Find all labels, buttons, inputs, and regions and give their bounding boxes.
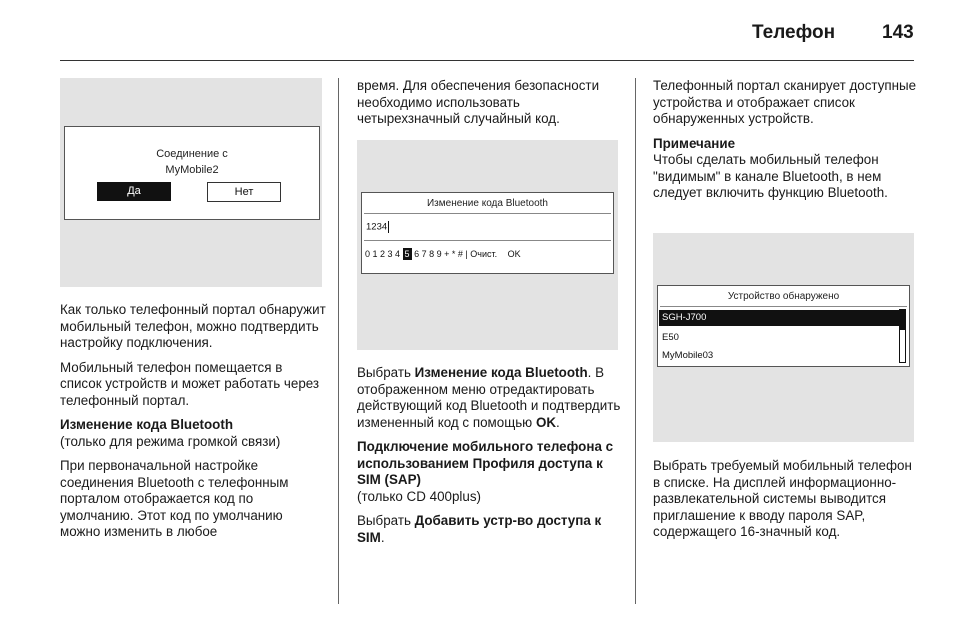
- paragraph: При первоначальной настройке соединения Bluetooth с телефонным порталом отображается код по умолчанию. Этот код по умолчанию можно изменить в любое: [60, 458, 289, 539]
- connection-dialog: [64, 126, 320, 220]
- screen-divider: [364, 213, 611, 214]
- column-3-top-text: [653, 78, 919, 210]
- screen-divider: [660, 306, 907, 307]
- paragraph: Телефонный портал сканирует доступные устройства и отображает список обнаруженных устройств.: [653, 78, 917, 126]
- column-divider-1: [338, 78, 339, 604]
- code-input[interactable]: 1234: [366, 221, 388, 233]
- no-button[interactable]: Нет: [207, 182, 281, 202]
- connection-dialog-screenshot: [60, 78, 322, 287]
- column-2-text: [357, 365, 623, 554]
- device-list-item[interactable]: E50: [662, 332, 679, 343]
- text-cursor: [388, 221, 389, 233]
- column-divider-2: [635, 78, 636, 604]
- keypad-digits[interactable]: 0 1 2 3 4: [365, 249, 401, 259]
- keypad-digits[interactable]: 6 7 8 9 + * #: [414, 249, 463, 259]
- section-note: (только для режима громкой связи): [60, 433, 281, 449]
- device-found-screen: [657, 285, 910, 367]
- paragraph: Мобильный телефон помещается в список устройств и может работать через телефонный портал.: [60, 359, 320, 408]
- paragraph: Выбрать Изменение кода Bluetooth. В отображенном меню отредактировать действующий код Bluetooth и подтвердить измененный код с помощью OK.: [357, 365, 621, 430]
- section-heading: Изменение кода Bluetooth: [60, 417, 233, 432]
- bluetooth-code-screenshot: [357, 140, 618, 350]
- screen-divider: [364, 240, 611, 241]
- dialog-line-1: Соединение с: [156, 148, 228, 160]
- yes-button[interactable]: Да: [97, 182, 171, 201]
- scrollbar[interactable]: [899, 309, 906, 363]
- column-2-top-text: [357, 78, 623, 136]
- note-heading: Примечание: [653, 135, 736, 151]
- device-list-item[interactable]: MyMobile03: [662, 350, 714, 361]
- column-1-text: [60, 302, 326, 549]
- ok-key[interactable]: OK: [507, 249, 521, 259]
- screen-title: Устройство обнаружено: [727, 291, 840, 302]
- column-3-text: [653, 458, 919, 549]
- device-list-item-selected[interactable]: SGH-J700: [659, 310, 901, 326]
- screen-title: Изменение кода Bluetooth: [426, 198, 548, 209]
- section-heading: Подключение мобильного телефона с использованием Профиля доступа к SIM (SAP): [357, 439, 614, 487]
- paragraph: Выбрать Добавить устр-во доступа к SIM.: [357, 513, 602, 545]
- note-text: Чтобы сделать мобильный телефон "видимым" в канале Bluetooth, в нем следует включить функцию Bluetooth.: [653, 152, 888, 200]
- device-found-screenshot: [653, 233, 914, 442]
- page-number: 143: [882, 22, 914, 43]
- section-note: (только CD 400plus): [357, 488, 481, 504]
- paragraph: Выбрать требуемый мобильный телефон в списке. На дисплей информационно-развлекательной системы выводится приглашение к вводу пароля SAP, содержащего 16-значный код.: [653, 458, 912, 539]
- keypad-separator: |: [465, 249, 468, 259]
- bluetooth-code-screen: [361, 192, 614, 274]
- keypad-selected-key[interactable]: 5: [404, 249, 410, 259]
- paragraph: Как только телефонный портал обнаружит мобильный телефон, можно подтвердить настройку подключения.: [60, 302, 326, 350]
- paragraph: время. Для обеспечения безопасности необходимо использовать четырехзначный случайный код.: [357, 78, 600, 126]
- page-section-title: Телефон: [752, 22, 836, 43]
- keypad-row: [365, 249, 521, 259]
- header-divider: [60, 60, 914, 61]
- scrollbar-thumb[interactable]: [900, 310, 905, 330]
- delete-key[interactable]: Очист.: [470, 249, 498, 259]
- dialog-line-2: MyMobile2: [165, 164, 219, 176]
